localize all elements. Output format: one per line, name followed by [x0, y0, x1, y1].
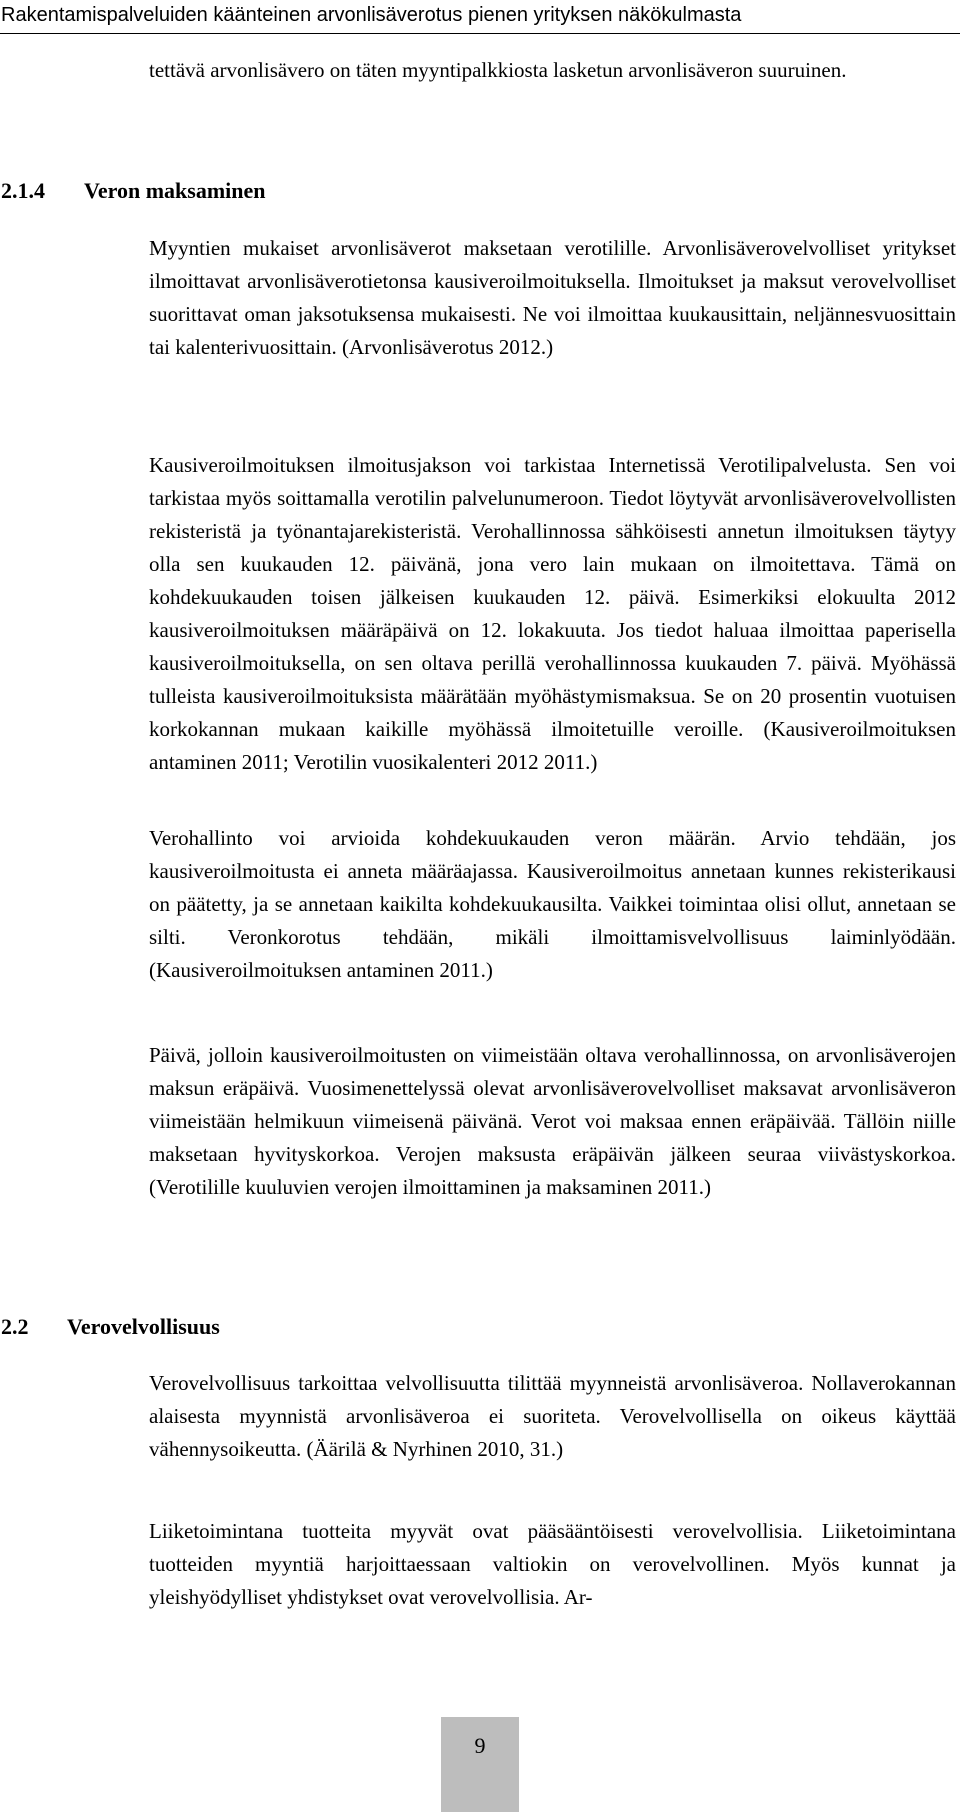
- paragraph: Myyntien mukaiset arvonlisäverot maksetaan verotilille. Arvonlisäverovelvolliset yritykset ilmoittavat arvonlisäverotietonsa kausiveroilmoituksella. Ilmoitukset ja maksut verovelvolliset suorittavat oman jaksotuksensa mukaisesti. Ne voi ilmoittaa kuukausittain, neljännesvuosittain tai kalenterivuosittain. (Arvonlisäverotus 2012.): [149, 236, 956, 359]
- paragraph: Verovelvollisuus tarkoittaa velvollisuutta tilittää myynneistä arvonlisäveroa. Nollaverokannan alaisesta myynnistä arvonlisäveroa ei suoriteta. Verovelvollisella on oikeus käyttää vähennysoikeutta. (Äärilä & Nyrhinen 2010, 31.): [149, 1371, 956, 1461]
- paragraph: Päivä, jolloin kausiveroilmoitusten on viimeistään oltava verohallinnossa, on arvonlisäverojen maksun eräpäivä. Vuosimenettelyssä olevat arvonlisäverovelvolliset maksavat arvonlisäveron viimeistään helmikuun viimeisenä päivänä. Verot voi maksaa ennen eräpäivää. Tällöin niille maksetaan hyvityskorkoa. Verojen maksusta eräpäivän jälkeen seuraa viivästyskorkoa. (Verotilille kuuluvien verojen ilmoittaminen ja maksaminen 2011.): [149, 1043, 956, 1199]
- running-header: [0, 0, 960, 34]
- page-number: 9: [474, 1733, 486, 1758]
- section-heading-2-2: [1, 1311, 220, 1343]
- paragraph: Liiketoimintana tuotteita myyvät ovat pääsääntöisesti verovelvollisia. Liiketoimintana tuotteiden myyntiä harjoittaessaan valtiokin on verovelvollinen. Myös kunnat ja yleishyödylliset yhdistykset ovat verovelvollisia. Ar-: [149, 1519, 956, 1609]
- paragraph: Verohallinto voi arvioida kohdekuukauden veron määrän. Arvio tehdään, jos kausiveroilmoitusta ei anneta määräajassa. Kausiveroilmoitus annetaan kunnes rekisterikausi on päätetty, ja se annetaan kaikilta kohdekuukausilta. Vaikkei toimintaa olisi ollut, annetaan se silti. Veronkorotus tehdään, mikäli ilmoittamisvelvollisuus laiminlyödään. (Kausiveroilmoituksen antaminen 2011.): [149, 826, 956, 982]
- running-title: Rakentamispalveluiden käänteinen arvonlisäverotus pienen yrityksen näkökulmasta: [1, 4, 742, 26]
- page-number-box: [441, 1717, 519, 1812]
- section-title: Verovelvollisuus: [67, 1314, 220, 1339]
- paragraph: Kausiveroilmoituksen ilmoitusjakson voi tarkistaa Internetissä Verotilipalvelusta. Sen voi tarkistaa myös soittamalla verotilin palvelunumeroon. Tiedot löytyvät arvonlisäverovelvollisten rekisteristä ja työnantajarekisteristä. Verohallinnossa sähköisesti annetun ilmoituksen täytyy olla sen kuukauden 12. päivänä, jona vero lain mukaan on ilmoitettava. Tämä on kohdekuukauden toisen jälkeisen kuukauden 12. päivä. Esimerkiksi elokuulta 2012 kausiveroilmoituksen määräpäivä on 12. lokakuuta. Jos tiedot haluaa ilmoittaa paperisella kausiveroilmoituksella, on sen oltava perillä verohallinnossa kuukauden 7. päivä. Myöhässä tulleista kausiveroilmoituksista määrätään myöhästymismaksua. Se on 20 prosentin vuotuisen korkokannan mukaan kaikille myöhässä ilmoitetuille veroille. (Kausiveroilmoituksen antaminen 2011; Verotilin vuosikalenteri 2012 2011.): [149, 453, 956, 774]
- section-title: Veron maksaminen: [84, 178, 266, 203]
- section-heading-2-1-4: [1, 175, 266, 207]
- paragraph-intro: tettävä arvonlisävero on täten myyntipalkkiosta lasketun arvonlisäveron suuruinen.: [149, 58, 847, 82]
- section-number: 2.1.4: [1, 178, 45, 203]
- section-number: 2.2: [1, 1314, 29, 1339]
